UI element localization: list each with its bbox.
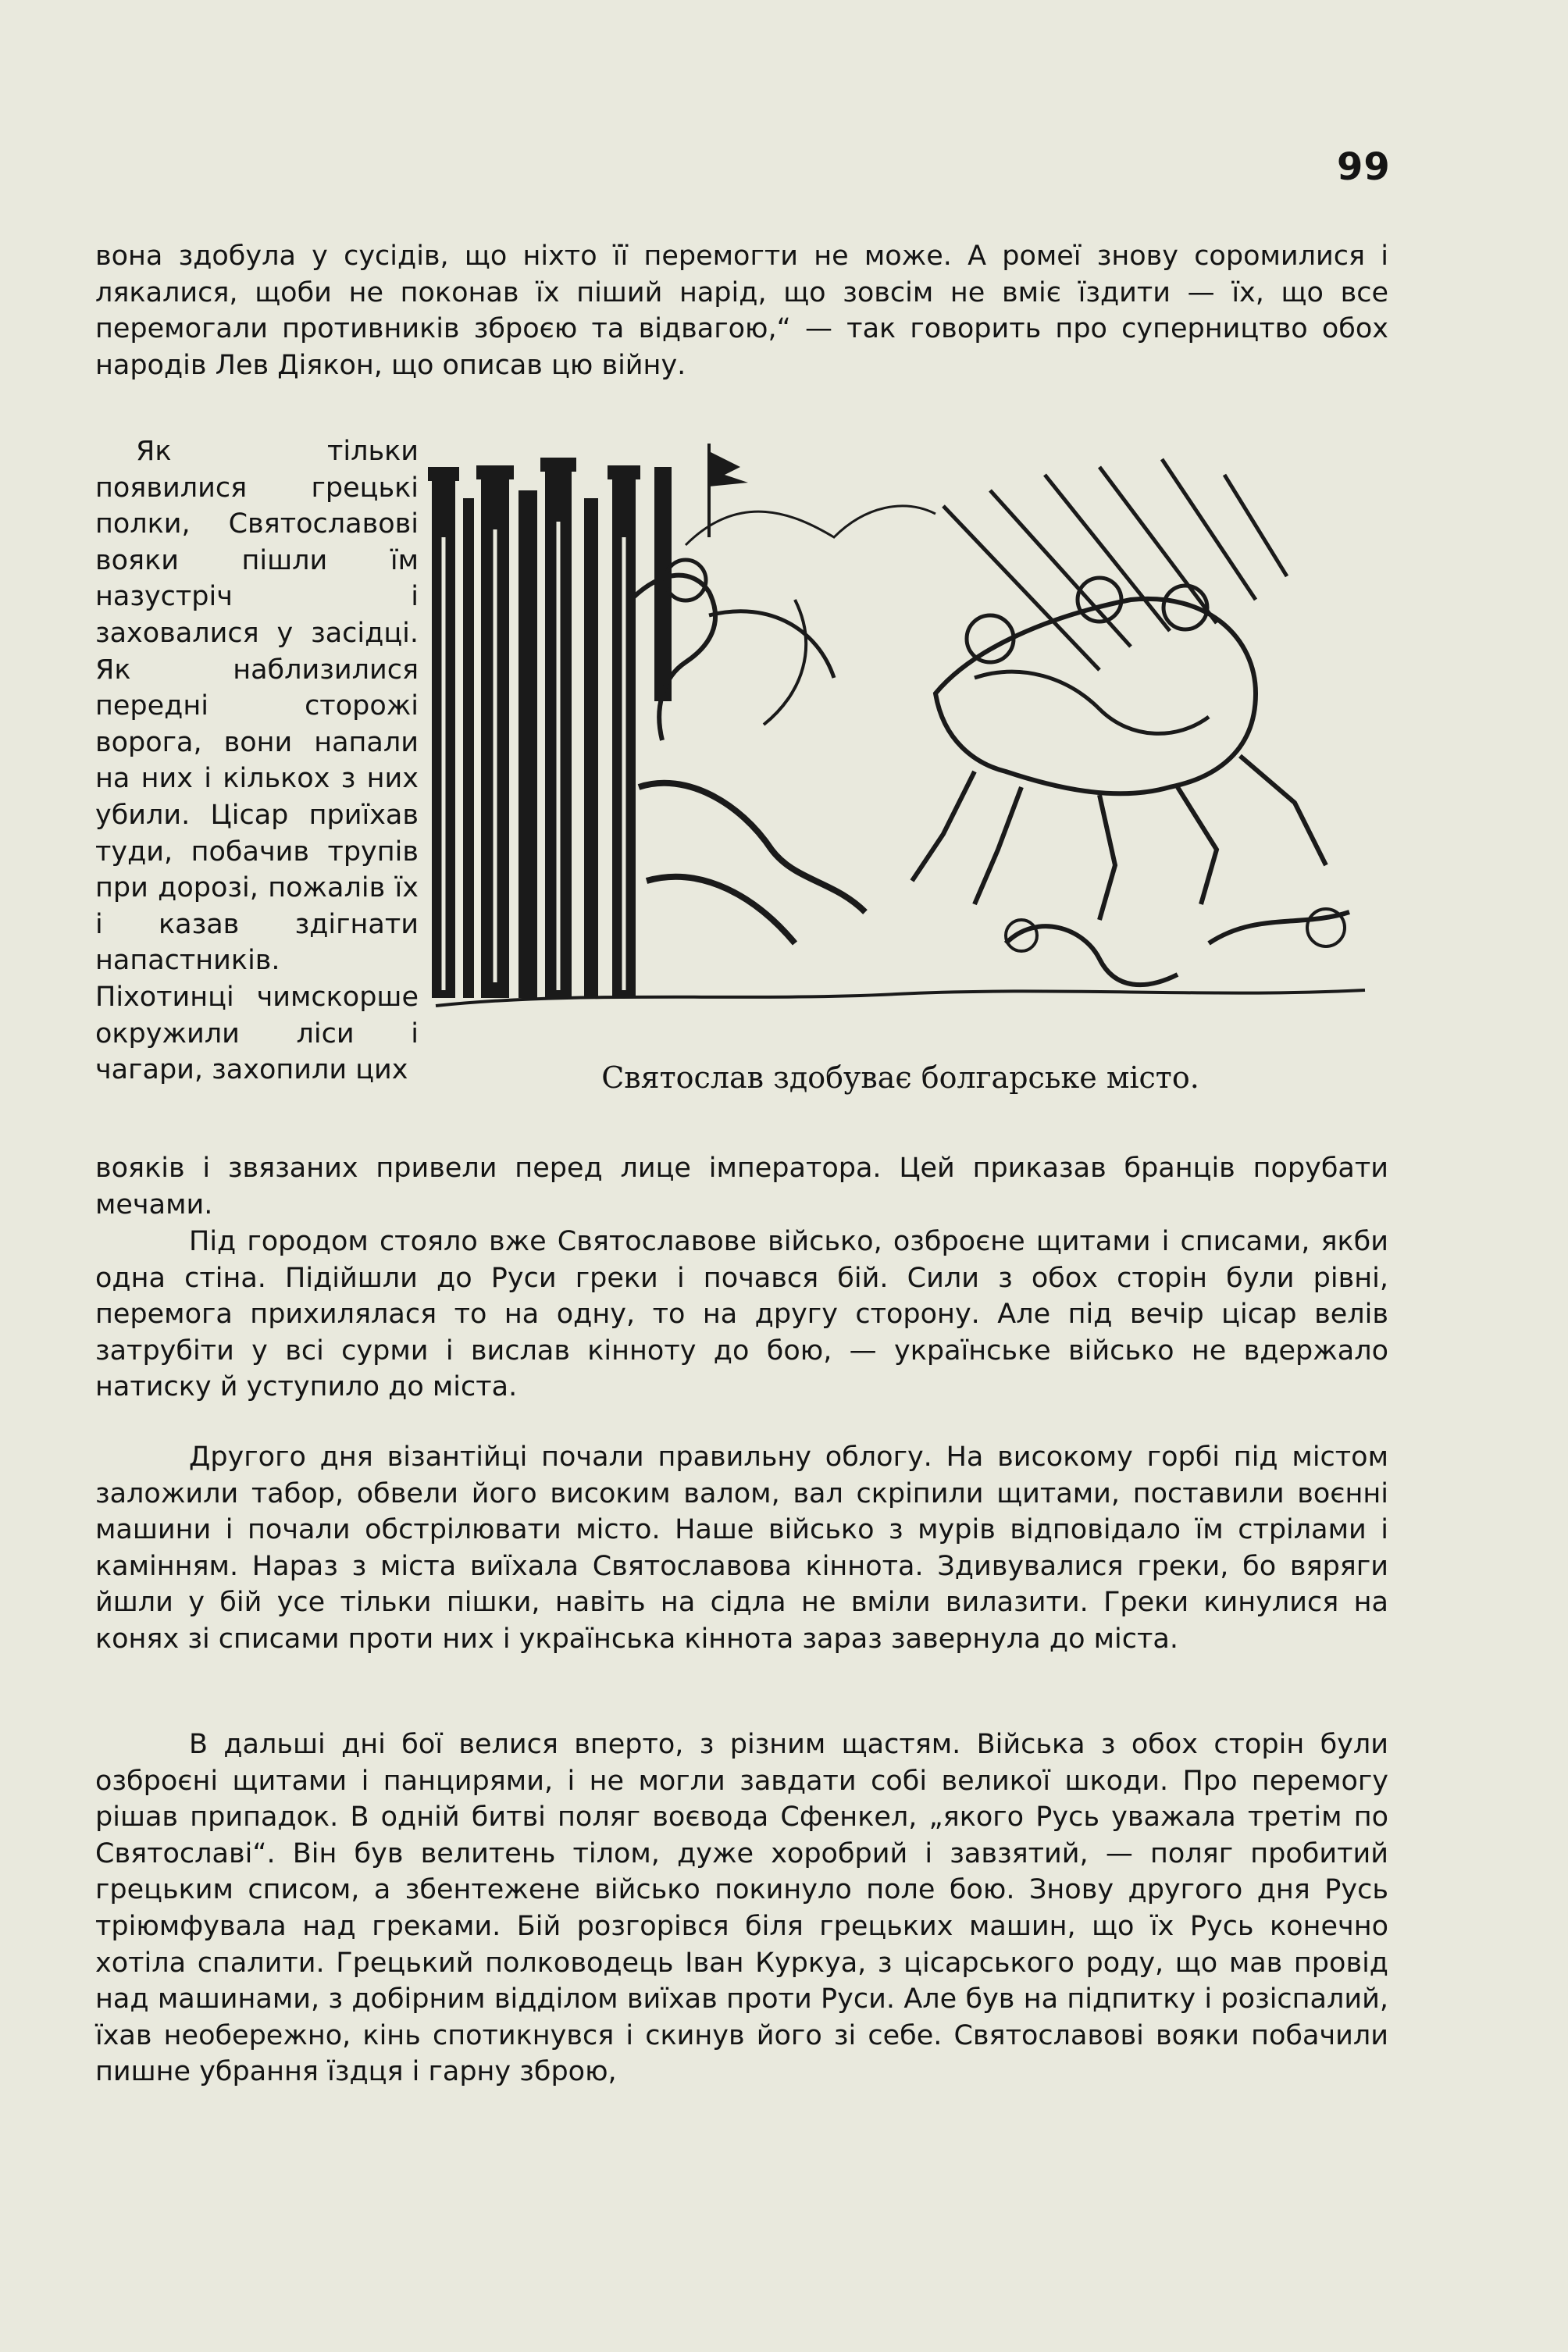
figure-caption: Святослав здобуває болгарське місто.	[601, 1060, 1199, 1095]
paragraph-5: В дальші дні бої велися вперто, з різним щастям. Війська з обох сторін були озброєні щитами і панцирями, і не могли завдати собі великої шкоди. Про перемогу рішав припадок. В одній битві поляг воєвода Сфенкел, „якого Русь уважала третім по Святославі“. Він був велитень тілом, дуже хоробрий і завзятий, — поляг пробитий грецьким списом, а збентежене військо покинуло поле бою. Знову другого дня Русь тріюмфувала над греками. Бій розгорівся біля грецьких машин, що їх Русь конечно хотіла спалити. Грецький полководець Іван Куркуа, з цісарського роду, що мав провід над машинами, з добірним відділом виїхав проти Руси. Але був на підпитку і розіспалий, їхав необережно, кінь спотикнувся і скинув його зі себе. Святославові вояки побачили пишне убрання їздця і гарну зброю,	[95, 1729, 1388, 2088]
paragraph-2-wrapped: Як тільки появилися грецькі полки, Святославові вояки пішли їм назустріч і заховалися у засідці. Як наблизилися передні сторожі ворога, вони напали на них і кількох з них убили. Цісар приїхав туди, побачив трупів при дорозі, пожалів їх і казав здігнати напастників. Піхотинці чимскорше окружили ліси і чагари, захопили цих	[95, 436, 419, 1086]
page-number: 99	[1337, 145, 1391, 189]
paragraph-1: вона здобула у сусідів, що ніхто її перемогти не може. А ромеї знову соромилися і лякалися, щоби не поконав їх піший нарід, що зовсім не вміє їздити — їх, що все перемогали противників зброєю та відвагою,“ — так говорить про суперництво обох народів Лев Діякон, що описав цю війну.	[95, 241, 1388, 381]
battle-illustration-icon	[428, 444, 1373, 1017]
paragraph-4: Другого дня візантійці почали правильну облогу. На високому горбі під містом заложили табор, обвели його високим валом, вал скріпили щитами, поставили воєнні машини і почали обстрілювати місто. Наше військо з мурів відповідало їм стрілами і камінням. Нараз з міста виїхала Святославова кіннота. Здивувалися греки, бо вяряги йшли у бій усе тільки пішки, навіть на сідла не вміли вилазити. Греки кинулися на конях зі списами проти них і українська кіннота зараз завернула до міста.	[95, 1441, 1388, 1655]
paragraph-3: Під городом стояло вже Святославове військо, озброєне щитами і списами, якби одна стіна. Підійшли до Руси греки і почався бій. Сили з обох сторін були рівні, перемога прихилялася то на одну, то на другу сторону. Але під вечір цісар велів затрубіти у всі сурми і вислав кінноту до бою, — українське військо не вдержало натиску й уступило до міста.	[95, 1226, 1388, 1403]
paragraph-2-continued: вояків і звязаних привели перед лице імператора. Цей приказав бранців порубати мечами.	[95, 1153, 1388, 1221]
battle-illustration	[428, 444, 1373, 1017]
